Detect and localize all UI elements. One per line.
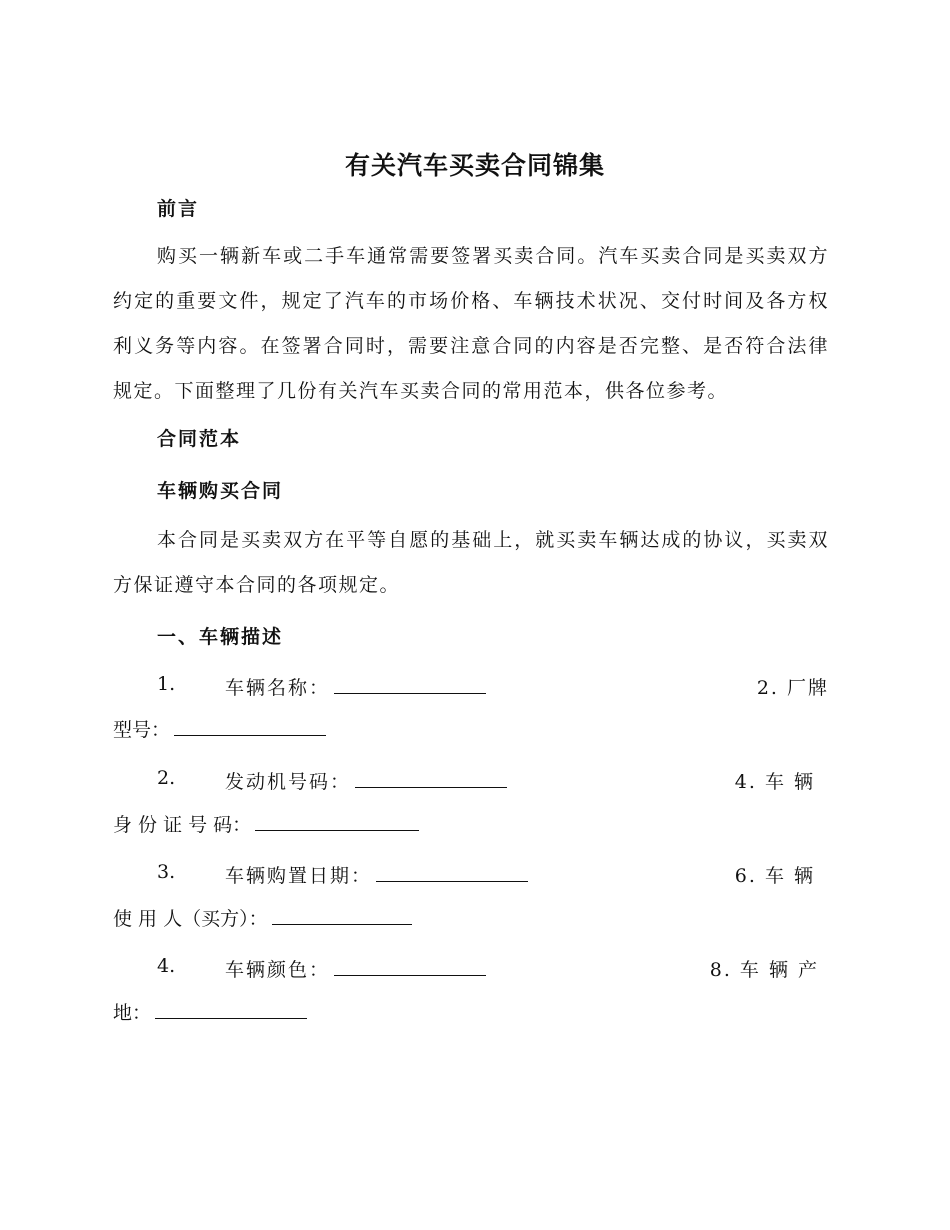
engine-number-blank[interactable] — [355, 769, 507, 788]
vehicle-user-blank[interactable] — [272, 906, 412, 925]
field-label-wrap — [225, 673, 486, 700]
purchase-date-blank[interactable] — [376, 863, 528, 882]
samples-heading: 合同范本 — [157, 428, 242, 450]
section-vehicle-description-heading: 一、车辆描述 — [157, 626, 284, 648]
field-row — [113, 861, 829, 887]
field-continuation-row — [113, 810, 829, 836]
contract-heading: 车辆购买合同 — [157, 480, 284, 502]
field-continuation-row — [113, 998, 829, 1024]
field-number: 3. — [157, 861, 176, 883]
field-number: 4. — [157, 955, 176, 977]
field-continuation-label: 地： — [113, 1002, 152, 1024]
field-continuation-row — [113, 904, 829, 930]
vehicle-id-number-blank[interactable] — [255, 812, 419, 831]
field-right-label: 8. 车 辆 产 — [709, 959, 819, 981]
field-number: 2. — [157, 767, 176, 789]
field-continuation-row — [113, 715, 829, 741]
field-number: 1. — [157, 673, 176, 695]
field-right-label: 6. 车 辆 — [734, 865, 815, 887]
document-title: 有关汽车买卖合同锦集 — [344, 151, 605, 180]
field-label: 车辆名称： — [225, 677, 331, 699]
field-row — [113, 955, 829, 981]
field-label-wrap — [225, 955, 486, 982]
vehicle-origin-blank[interactable] — [155, 1000, 307, 1019]
field-continuation-label: 身 份 证 号 码： — [113, 814, 252, 836]
field-label: 发动机号码： — [225, 771, 352, 793]
preface-paragraph: 购买一辆新车或二手车通常需要签署买卖合同。汽车买卖合同是买卖双方约定的重要文件，规定了汽车的市场价格、车辆技术状况、交付时间及各方权利义务等内容。在签署合同时，需要注意合同的内容是否完整、是否符合法律规定。下面整理了几份有关汽车买卖合同的常用范本，供各位参考。 — [113, 245, 829, 402]
field-label: 车辆颜色： — [225, 959, 331, 981]
contract-intro-paragraph: 本合同是买卖双方在平等自愿的基础上，就买卖车辆达成的协议，买卖双方保证遵守本合同的各项规定。 — [113, 529, 829, 596]
field-continuation-label: 使 用 人（买方）： — [113, 908, 268, 930]
field-row — [113, 767, 829, 793]
field-continuation-label: 型号： — [113, 719, 171, 741]
preface-heading: 前言 — [157, 198, 200, 220]
field-label-wrap — [225, 861, 528, 888]
vehicle-color-blank[interactable] — [334, 957, 486, 976]
field-label: 车辆购置日期： — [225, 865, 373, 887]
field-row — [113, 673, 829, 699]
field-right-label: 4. 车 辆 — [734, 771, 815, 793]
field-right-label: 2. 厂牌 — [756, 677, 829, 699]
vehicle-name-blank[interactable] — [334, 675, 486, 694]
brand-model-blank[interactable] — [174, 717, 326, 736]
field-label-wrap — [225, 767, 507, 794]
